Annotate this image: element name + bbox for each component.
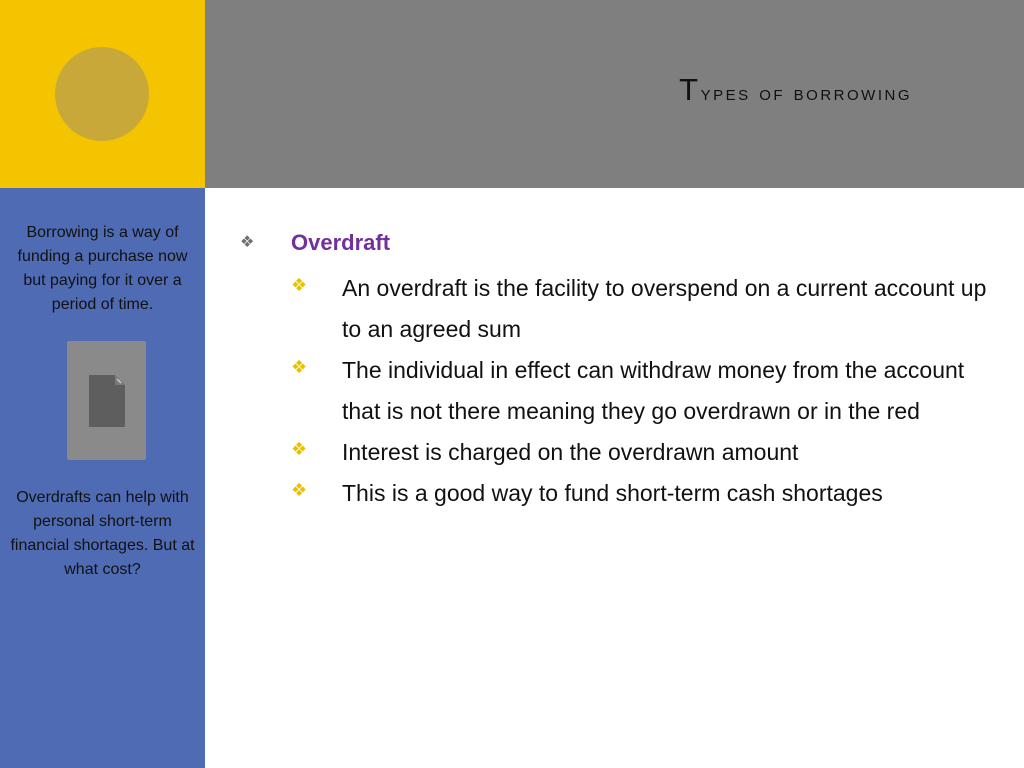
sidebar-top-note: Borrowing is a way of funding a purchase now but paying for it over a period of time. (17, 224, 188, 313)
list-item-text: The individual in effect can withdraw money from the account that is not there meaning they go overdrawn or in the red (342, 357, 965, 424)
corner-accent-block (0, 0, 205, 188)
overdraft-heading-item (240, 224, 1000, 268)
slide-title-rest: ypes of borrowing (700, 80, 912, 105)
slide-title (679, 72, 912, 108)
list-item (240, 268, 1000, 350)
decorative-circle (55, 47, 149, 141)
picture-placeholder (67, 341, 146, 460)
list-item-text: This is a good way to fund short-term cash shortages (342, 480, 883, 506)
overdraft-heading: Overdraft (291, 230, 391, 255)
diamond-bullet-icon: ❖ (291, 439, 308, 459)
diamond-bullet-icon: ❖ (240, 234, 255, 251)
list-item (240, 473, 1000, 514)
sidebar-bottom-note: Overdrafts can help with personal short-term financial shortages. But at what cost? (10, 489, 195, 578)
list-item (240, 350, 1000, 432)
list-item-text: Interest is charged on the overdrawn amount (342, 439, 799, 465)
slide-body (240, 224, 1000, 514)
list-item-text: An overdraft is the facility to overspend on a current account up to an agreed sum (342, 275, 987, 342)
document-icon (89, 375, 125, 427)
diamond-bullet-icon: ❖ (291, 275, 308, 295)
slide-title-initial: T (679, 72, 701, 107)
sidebar-panel (0, 188, 205, 768)
diamond-bullet-icon: ❖ (291, 480, 308, 500)
list-item (240, 432, 1000, 473)
title-bar (205, 0, 1024, 188)
diamond-bullet-icon: ❖ (291, 357, 308, 377)
